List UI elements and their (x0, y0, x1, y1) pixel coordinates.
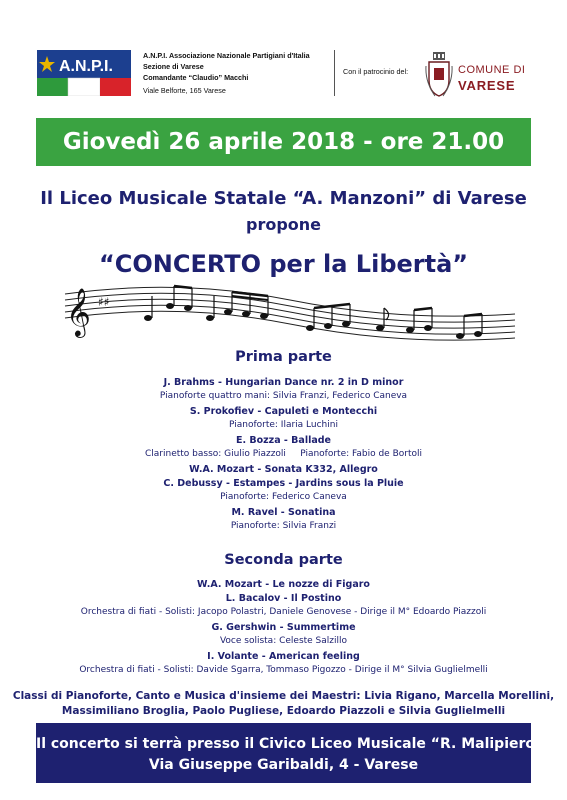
part1-performers-5: Pianoforte: Federico Caneva (220, 492, 347, 502)
part1-piece-3: E. Bozza - Ballade (235, 435, 332, 446)
association-name: A.N.P.I. Associazione Nazionale Partigiani d'Italia (143, 51, 310, 60)
school-line: Il Liceo Musicale Statale “A. Manzoni” di Varese (40, 188, 527, 209)
part1-piece-6: M. Ravel - Sonatina (231, 507, 336, 518)
part1-piece-4: W.A. Mozart - Sonata K332, Allegro (189, 464, 378, 475)
part2-performers-4: Orchestra di fiati - Solisti: Davide Sgarra, Tommaso Pigozzo - Dirige il M° Silvia Guglielmelli (79, 665, 488, 675)
venue-address: Via Giuseppe Garibaldi, 4 - Varese (148, 757, 419, 773)
comune-city: VARESE (458, 78, 516, 93)
anpi-logo-text: A.N.P.I. (59, 58, 113, 75)
date-banner (36, 118, 531, 166)
varese-crest-icon (425, 52, 453, 98)
event-date: Giovedì 26 aprile 2018 - ore 21.00 (62, 129, 505, 155)
treble-clef-icon: 𝄞 (66, 287, 91, 336)
credits-line-1: Classi di Pianoforte, Canto e Musica d'insieme dei Maestri: Livia Rigano, Marcella Morellini, (12, 690, 555, 702)
part1-piece-1: J. Brahms - Hungarian Dance nr. 2 in D minor (163, 377, 404, 388)
section-name: Sezione di Varese (143, 62, 204, 71)
part1-performers-3: Clarinetto basso: Giulio Piazzoli Pianoforte: Fabio de Bortoli (145, 449, 422, 459)
patronage-label: Con il patrocinio del: (343, 67, 409, 76)
part1-performers-1: Pianoforte quattro mani: Silvia Franzi, Federico Caneva (159, 391, 408, 401)
header-divider (334, 50, 335, 96)
part2-piece-2: L. Bacalov - Il Postino (225, 593, 342, 604)
concert-title: “CONCERTO per la Libertà” (98, 250, 469, 278)
music-staff-illustration (60, 278, 520, 358)
part1-performers-6: Pianoforte: Silvia Franzi (230, 521, 337, 531)
part1-piece-5: C. Debussy - Estampes - Jardins sous la Pluie (163, 478, 404, 489)
comune-label: COMUNE DI (458, 64, 526, 76)
venue-line-1: Il concerto si terrà presso il Civico Liceo Musicale “R. Malipiero” (36, 736, 545, 752)
svg-text:♯♯: ♯♯ (98, 295, 110, 309)
venue-banner (36, 723, 545, 783)
part1-piece-2: S. Prokofiev - Capuleti e Montecchi (189, 406, 378, 417)
part2-performers-2: Orchestra di fiati - Solisti: Jacopo Polastri, Daniele Genovese - Dirige il M° Edoardo Piazzoli (80, 607, 487, 617)
anpi-logo (37, 50, 131, 96)
association-address: Viale Belforte, 165 Varese (143, 86, 226, 95)
commander-name: Comandante “Claudio” Macchi (143, 73, 249, 82)
part2-piece-4: I. Volante - American feeling (207, 651, 360, 662)
part2-title: Seconda parte (224, 552, 343, 568)
part2-piece-1: W.A. Mozart - Le nozze di Figaro (197, 579, 370, 590)
part1-title: Prima parte (235, 349, 332, 365)
propone-text: propone (245, 215, 322, 234)
part2-performers-3: Voce solista: Celeste Salzillo (219, 636, 348, 646)
credits-line-2: Massimiliano Broglia, Paolo Pugliese, Edoardo Piazzoli e Silvia Guglielmelli (61, 705, 506, 717)
part2-piece-3: G. Gershwin - Summertime (211, 622, 356, 633)
part1-performers-2: Pianoforte: Ilaria Luchini (229, 420, 338, 430)
